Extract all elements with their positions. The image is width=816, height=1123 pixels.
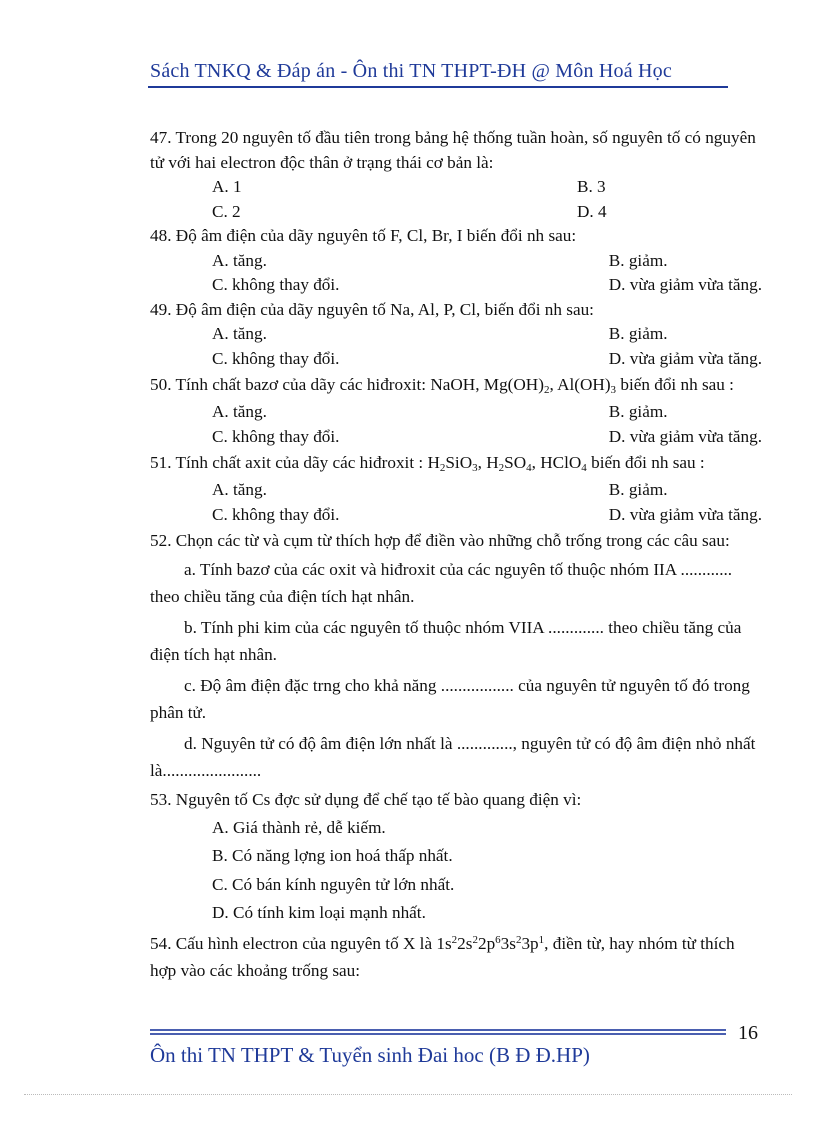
superscript: 2 xyxy=(515,933,522,946)
page-number: 16 xyxy=(738,1022,758,1044)
orbital: 2s xyxy=(457,933,473,953)
option-b: B. giảm. xyxy=(608,250,668,270)
option-b: B. giảm. xyxy=(608,324,668,343)
subscript: 2 xyxy=(498,462,505,474)
option-d: D. vừa giảm vừa tăng. xyxy=(608,348,762,368)
option-c: C. không thay đổi. xyxy=(212,504,340,524)
question-50 xyxy=(150,371,762,398)
question-49-options xyxy=(150,322,762,371)
subscript: 2 xyxy=(439,462,446,474)
option-a: A. tăng. xyxy=(212,250,267,270)
subscript: 4 xyxy=(581,462,587,474)
option-a: A. Giá thành rẻ, dễ kiếm. xyxy=(212,817,386,837)
option-d: D. vừa giảm vừa tăng. xyxy=(608,426,762,446)
question-53-options xyxy=(150,816,762,926)
question-49: 49. Độ âm điện của dãy nguyên tố Na, Al, P, Cl, biến đổi nh sau: xyxy=(150,299,594,319)
q54-suffix: , điền từ, hay nhóm từ thích hợp vào các khoảng trống sau: xyxy=(150,933,735,980)
question-50-options xyxy=(150,400,762,449)
subscript: 3 xyxy=(472,462,478,474)
footer-title: Ôn thi TN THPT & Tuyển sinh Đai hoc (B Đ Đ.HP) xyxy=(150,1043,590,1067)
q50-prefix: 50. Tính chất bazơ của dãy các hiđroxit: NaOH, Mg(OH) xyxy=(150,375,544,394)
q51-suffix: biến đổi nh sau : xyxy=(586,453,705,472)
orbital: 3p xyxy=(521,933,539,953)
option-b: B. giảm. xyxy=(608,402,668,421)
option-b: B. 3 xyxy=(577,177,606,196)
question-52-c: c. Độ âm điện đặc trng cho khả năng ................. của nguyên tử nguyên tố đó trong phân tử. xyxy=(150,676,750,722)
subscript: 2 xyxy=(543,384,550,396)
formula-part: SO xyxy=(504,453,527,472)
option-a: A. tăng. xyxy=(212,480,267,499)
question-52-a: a. Tính bazơ của các oxit và hiđroxit của các nguyên tố thuộc nhóm IIA ............ theo chiều tăng của điện tích hạt nhân. xyxy=(150,560,733,606)
question-47: 47. Trong 20 nguyên tố đầu tiên trong bảng hệ thống tuần hoàn, số nguyên tố có nguyên tử với hai electron độc thân ở trạng thái cơ bản là: xyxy=(150,128,756,172)
question-52-d: d. Nguyên tử có độ âm điện lớn nhất là ............., nguyên tử có độ âm điện nhỏ nhất là....................... xyxy=(150,734,756,780)
question-53: 53. Nguyên tố Cs đợc sử dụng để chế tạo tế bào quang điện vì: xyxy=(150,790,582,809)
option-d: D. 4 xyxy=(577,201,607,221)
subscript: 4 xyxy=(526,462,532,474)
formula-part: SiO xyxy=(445,453,473,472)
question-51-options xyxy=(150,478,762,527)
question-52: 52. Chọn các từ và cụm từ thích hợp để điền vào những chỗ trống trong các câu sau: xyxy=(150,531,730,550)
page-content xyxy=(150,126,762,986)
question-51 xyxy=(150,449,762,476)
option-c: C. 2 xyxy=(212,201,241,221)
option-c: C. Có bán kính nguyên tử lớn nhất. xyxy=(212,874,455,894)
option-b: B. giảm. xyxy=(608,480,668,499)
q50-suffix: biến đổi nh sau : xyxy=(616,375,734,394)
superscript: 6 xyxy=(495,933,501,946)
option-c: C. không thay đổi. xyxy=(212,348,340,368)
q51-prefix: 51. Tính chất axit của dãy các hiđroxit : H xyxy=(150,453,440,472)
footer-rule xyxy=(150,1029,726,1035)
option-c: C. không thay đổi. xyxy=(212,426,340,446)
option-b: B. Có năng lợng ion hoá thấp nhất. xyxy=(212,846,453,865)
superscript: 1 xyxy=(538,933,545,946)
orbital: 3s xyxy=(500,933,516,953)
option-d: D. vừa giảm vừa tăng. xyxy=(608,504,762,524)
question-48-options xyxy=(150,249,762,298)
option-a: A. tăng. xyxy=(212,402,267,421)
option-a: A. tăng. xyxy=(212,324,267,343)
option-c: C. không thay đổi. xyxy=(212,275,340,294)
option-d: D. vừa giảm vừa tăng. xyxy=(608,275,762,294)
q54-prefix: 54. Cấu hình electron của nguyên tố X là 1s xyxy=(150,933,452,953)
page-edge-divider xyxy=(24,1094,792,1095)
header-rule xyxy=(148,86,728,88)
superscript: 2 xyxy=(451,933,458,946)
separator: , H xyxy=(477,453,499,472)
option-a: A. 1 xyxy=(212,177,242,196)
superscript: 2 xyxy=(472,933,478,946)
separator: , HClO xyxy=(531,453,582,472)
question-48: 48. Độ âm điện của dãy nguyên tố F, Cl, Br, I biến đổi nh sau: xyxy=(150,226,577,245)
option-d: D. Có tính kim loại mạnh nhất. xyxy=(212,903,426,922)
orbital: 2p xyxy=(477,933,496,953)
question-54 xyxy=(150,930,762,984)
question-52-b: b. Tính phi kim của các nguyên tố thuộc nhóm VIIA ............. theo chiều tăng của điện tích hạt nhân. xyxy=(150,618,742,664)
q50-mid: , Al(OH) xyxy=(549,375,611,394)
question-47-options xyxy=(150,175,762,224)
subscript: 3 xyxy=(610,384,617,396)
header-title: Sách TNKQ & Đáp án - Ôn thi TN THPT-ĐH @ Môn Hoá Học xyxy=(150,60,672,82)
